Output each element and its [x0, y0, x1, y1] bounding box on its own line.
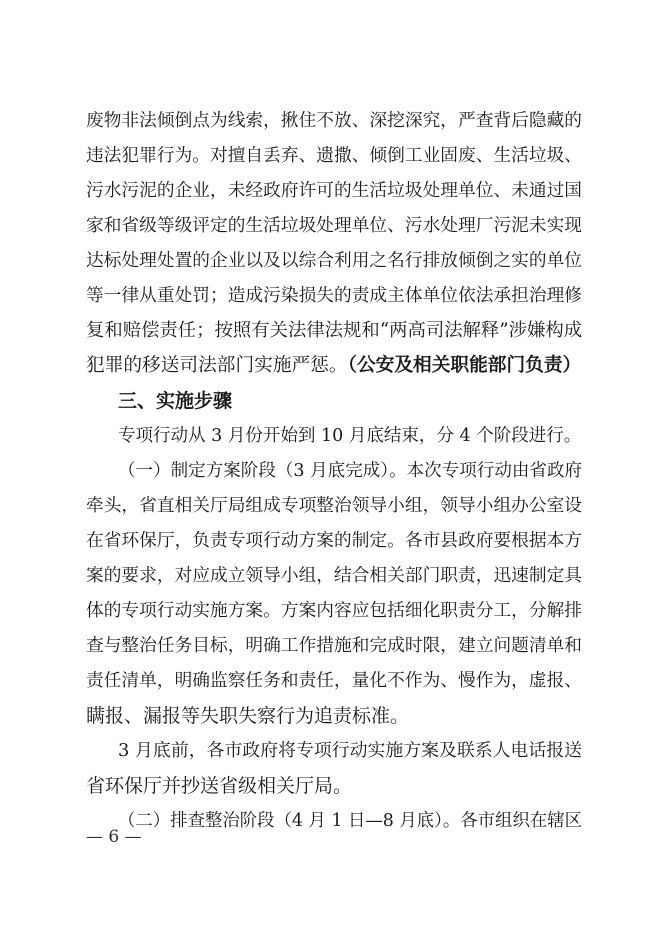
section-heading: 三、实施步骤 — [118, 390, 233, 412]
para1-line-4: 家和省级等级评定的生活垃圾处理单位、污水处理厂污泥未实现 — [86, 216, 582, 236]
march-para-line-2: 省环保厅并抄送省级相关厅局。 — [86, 775, 353, 797]
para1-line-5: 达标处理处置的企业以及以综合利用之名行排放倾倒之实的单位 — [86, 251, 582, 271]
para1-line-1: 废物非法倾倒点为线索，揪住不放、深挖深究，严查背后隐藏的 — [86, 111, 582, 131]
section-intro: 专项行动从 3 月份开始到 10 月底结束，分 4 个阶段进行。 — [118, 426, 582, 446]
para1-line-2: 违法犯罪行为。对擅自丢弃、遗撒、倾倒工业固废、生活垃圾、 — [86, 146, 582, 166]
para1-line-6: 等一律从重处罚；造成污染损失的责成主体单位依法承担治理修 — [86, 286, 582, 306]
page-number: — 6 — — [86, 827, 142, 847]
march-para-line-1: 3 月底前，各市政府将专项行动实施方案及联系人电话报送 — [118, 740, 582, 761]
stage2-line-1: （二）排查整治阶段（4 月 1 日—8 月底）。各市组织在辖区 — [118, 811, 582, 831]
para1-line-3: 污水污泥的企业，未经政府许可的生活垃圾处理单位、未通过国 — [86, 181, 582, 201]
para1-line-8 — [86, 355, 582, 377]
stage1-line-1: （一）制定方案阶段（3 月底完成）。本次专项行动由省政府 — [118, 461, 582, 481]
para1-responsible-note: （公安及相关职能部门负责） — [347, 355, 582, 376]
stage1-line-7: 责任清单，明确监察任务和责任，量化不作为、慢作为，虚报、 — [86, 671, 582, 691]
stage1-line-8: 瞒报、漏报等失职失察行为追责标准。 — [86, 705, 410, 727]
stage1-line-5: 体的专项行动实施方案。方案内容应包括细化职责分工，分解排 — [86, 601, 582, 621]
stage1-line-6: 查与整治任务目标，明确工作措施和完成时限，建立问题清单和 — [86, 636, 582, 656]
para1-last-text: 犯罪的移送司法部门实施严惩。 — [86, 355, 348, 376]
stage1-line-2: 牵头，省直相关厅局组成专项整治领导小组，领导小组办公室设 — [86, 496, 582, 516]
para1-line-7: 复和赔偿责任；按照有关法律法规和“两高司法解释”涉嫌构成 — [86, 320, 583, 341]
stage1-line-4: 案的要求，对应成立领导小组，结合相关部门职责，迅速制定具 — [86, 566, 582, 586]
stage1-line-3: 在省环保厅，负责专项行动方案的制定。各市县政府要根据本方 — [86, 531, 582, 551]
